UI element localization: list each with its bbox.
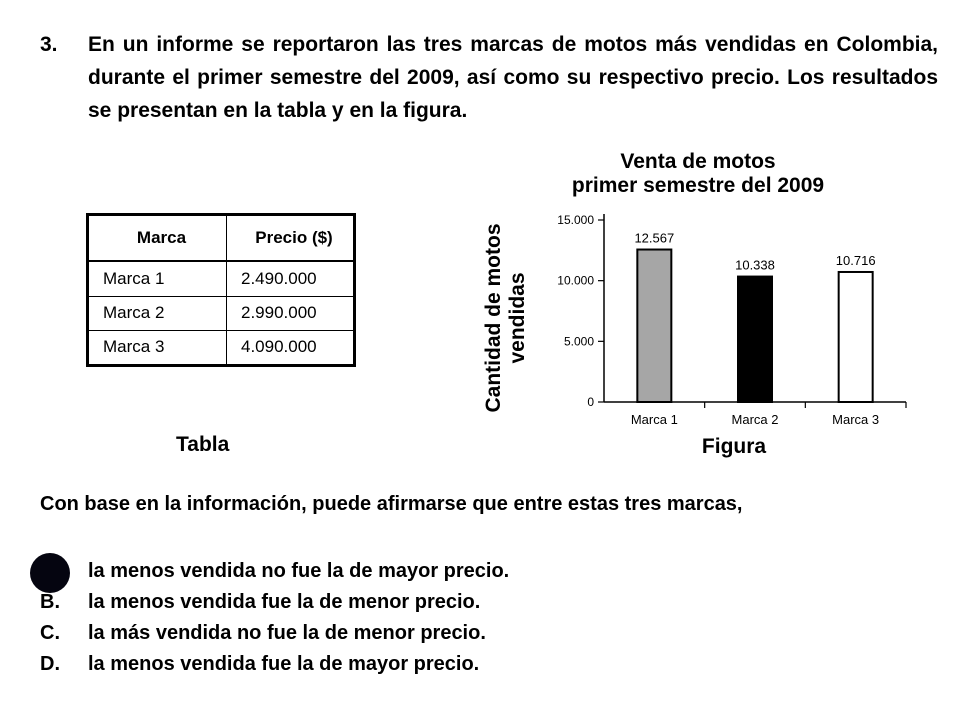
option-text: la menos vendida fue la de menor precio. [88,591,481,613]
table-cell-price: 4.090.000 [227,330,354,364]
chart-title: Venta de motos [620,150,776,173]
question [40,28,938,127]
option-text: la menos vendida no fue la de mayor precio. [88,560,510,582]
question-text: En un informe se reportaron las tres marcas de motos más vendidas en Colombia, durante el primer semestre del 2009, así como su respectivo precio. Los resultados se presentan en la tabla y en la figura. [88,33,938,122]
chart-ylabel: Cantidad de motosvendidas [482,223,529,413]
bar [637,250,671,402]
table-header-row [89,216,353,261]
bar [839,272,873,402]
x-tick-label: Marca 2 [731,412,779,427]
chart-xlabel: Figura [701,435,767,458]
question-number: 3. [40,33,58,56]
table-row [89,330,353,364]
y-tick-label: 5.000 [563,334,594,349]
table-cell-brand: Marca 2 [89,296,227,330]
option-text: la más vendida no fue la de menor precio. [88,622,486,644]
table-cell-price: 2.990.000 [227,296,354,330]
y-tick-label: 15.000 [557,213,594,227]
table-row [89,261,353,296]
bar [738,277,772,402]
price-table [86,213,356,367]
lead-text: Con base en la información, puede afirmarse que entre estas tres marcas, [40,493,743,515]
option-letter: B. [40,591,60,613]
table-caption: Tabla [176,433,230,456]
table-header-brand: Marca [89,216,227,261]
y-tick-label: 0 [587,395,594,409]
table-row [89,296,353,330]
option-letter: C. [40,622,60,644]
x-tick-label: Marca 1 [630,412,678,427]
data-label: 10.338 [735,257,775,273]
option-text: la menos vendida fue la de mayor precio. [88,653,480,675]
option-letter: D. [40,653,60,675]
table-header-price: Precio ($) [227,216,354,261]
chart-subtitle: primer semestre del 2009 [571,174,825,197]
table-cell-brand: Marca 1 [89,261,227,296]
data-label: 12.567 [634,230,675,246]
table-cell-brand: Marca 3 [89,330,227,364]
table-cell-price: 2.490.000 [227,261,354,296]
y-tick-label: 10.000 [557,273,594,288]
data-label: 10.716 [835,252,876,268]
x-tick-label: Marca 3 [832,412,880,427]
bar-chart [470,140,920,470]
